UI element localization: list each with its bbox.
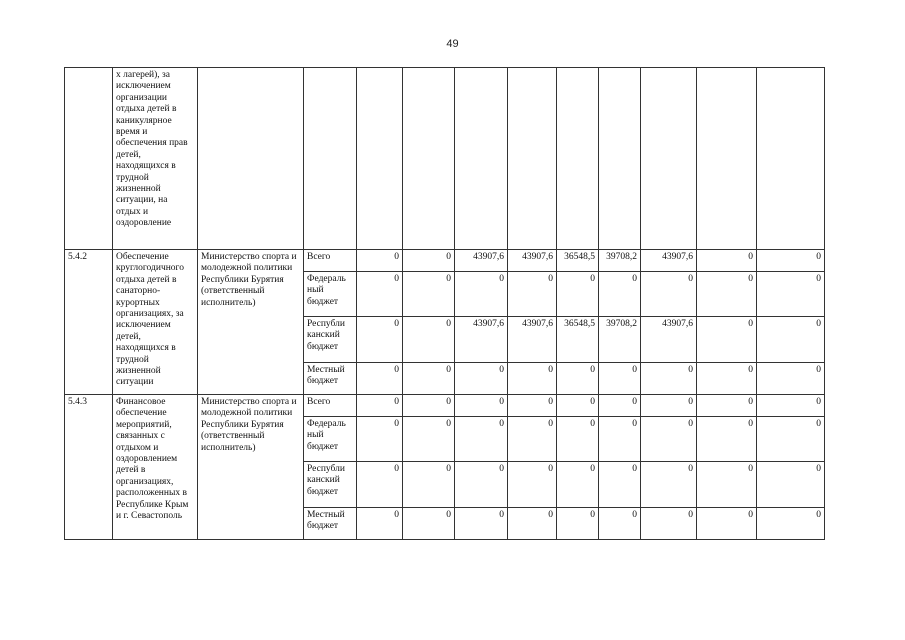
value-cell: 43907,6	[455, 317, 508, 363]
value-cell: 0	[455, 508, 508, 540]
measure-name-cell: х лагерей), за исключением организации отдыха детей в каникулярное время и обеспечения прав детей, находящихся в трудной жизненной ситуации, на отдых и оздоровление	[113, 68, 198, 250]
value-cell: 0	[697, 417, 757, 462]
value-cell: 36548,5	[557, 250, 599, 272]
table-row	[65, 395, 825, 417]
value-cell: 0	[455, 417, 508, 462]
value-cell: 0	[757, 272, 825, 317]
value-cell: 0	[557, 462, 599, 508]
value-cell: 0	[403, 462, 455, 508]
value-cell: 0	[697, 508, 757, 540]
value-cell: 0	[357, 317, 403, 363]
value-cell: 0	[557, 395, 599, 417]
executor-cell: Министерство спорта и молодежной политики Республики Бурятия (ответственный исполнитель)	[198, 250, 304, 395]
value-cell: 0	[455, 395, 508, 417]
value-cell: 0	[757, 363, 825, 395]
value-cell: 0	[641, 272, 697, 317]
value-cell: 0	[757, 395, 825, 417]
value-cell: 0	[697, 250, 757, 272]
value-cell: 0	[697, 272, 757, 317]
code-cell	[65, 68, 113, 250]
value-cell: 39708,2	[599, 250, 641, 272]
funding-source-cell: Республи канский бюджет	[304, 462, 357, 508]
value-cell: 0	[557, 508, 599, 540]
value-cell: 0	[697, 395, 757, 417]
value-cell: 0	[508, 363, 557, 395]
value-cell: 0	[508, 462, 557, 508]
value-cell: 0	[357, 462, 403, 508]
value-cell: 0	[641, 462, 697, 508]
value-cell: 0	[697, 317, 757, 363]
measure-name-cell: Обеспечение круглогодичного отдыха детей в санаторно-курортных организациях, за исключением детей, находящихся в трудной жизненной ситуации	[113, 250, 198, 395]
value-cell: 0	[357, 508, 403, 540]
value-cell: 0	[641, 417, 697, 462]
continuation-row	[65, 68, 825, 250]
value-cell: 0	[557, 417, 599, 462]
funding-source-cell: Федераль ный бюджет	[304, 417, 357, 462]
funding-source-cell: Республи канский бюджет	[304, 317, 357, 363]
value-cell: 0	[455, 363, 508, 395]
page-number: 49	[446, 38, 459, 50]
value-cell: 0	[403, 272, 455, 317]
value-cell: 0	[757, 250, 825, 272]
value-cell: 0	[403, 250, 455, 272]
value-cell: 0	[557, 363, 599, 395]
value-cell: 43907,6	[455, 250, 508, 272]
value-cell: 0	[403, 317, 455, 363]
measure-name-cell: Финансовое обеспечение мероприятий, связанных с отдыхом и оздоровлением детей в организациях, расположенных в Республике Крым и г. Севастополь	[113, 395, 198, 540]
value-cell: 0	[403, 395, 455, 417]
value-cell: 0	[455, 272, 508, 317]
value-cell: 0	[757, 417, 825, 462]
value-cell: 0	[697, 462, 757, 508]
value-cell: 0	[508, 272, 557, 317]
value-cell: 0	[508, 417, 557, 462]
value-cell: 0	[599, 462, 641, 508]
funding-source-cell: Федераль ный бюджет	[304, 272, 357, 317]
value-cell: 0	[357, 250, 403, 272]
value-cell: 0	[455, 462, 508, 508]
value-cell: 36548,5	[557, 317, 599, 363]
value-cell: 0	[403, 417, 455, 462]
value-cell: 43907,6	[641, 317, 697, 363]
value-cell: 0	[557, 272, 599, 317]
budget-table	[64, 67, 825, 540]
value-cell: 0	[757, 317, 825, 363]
value-cell: 0	[641, 508, 697, 540]
value-cell: 0	[641, 363, 697, 395]
value-cell: 0	[599, 395, 641, 417]
value-cell: 0	[599, 272, 641, 317]
value-cell: 0	[357, 417, 403, 462]
funding-source-cell: Всего	[304, 395, 357, 417]
value-cell: 0	[599, 363, 641, 395]
value-cell: 0	[403, 363, 455, 395]
value-cell: 43907,6	[641, 250, 697, 272]
funding-source-cell: Местный бюджет	[304, 508, 357, 540]
code-cell: 5.4.2	[65, 250, 113, 395]
value-cell: 0	[757, 508, 825, 540]
funding-source-cell: Всего	[304, 250, 357, 272]
table-row	[65, 250, 825, 272]
value-cell: 0	[357, 363, 403, 395]
value-cell: 0	[757, 462, 825, 508]
value-cell: 0	[357, 395, 403, 417]
value-cell: 0	[508, 395, 557, 417]
value-cell: 0	[697, 363, 757, 395]
value-cell: 39708,2	[599, 317, 641, 363]
value-cell: 43907,6	[508, 317, 557, 363]
value-cell: 0	[599, 508, 641, 540]
value-cell: 0	[508, 508, 557, 540]
value-cell: 0	[403, 508, 455, 540]
executor-cell: Министерство спорта и молодежной политики Республики Бурятия (ответственный исполнитель)	[198, 395, 304, 540]
code-cell: 5.4.3	[65, 395, 113, 540]
value-cell: 43907,6	[508, 250, 557, 272]
value-cell: 0	[357, 272, 403, 317]
funding-source-cell: Местный бюджет	[304, 363, 357, 395]
value-cell: 0	[641, 395, 697, 417]
value-cell: 0	[599, 417, 641, 462]
